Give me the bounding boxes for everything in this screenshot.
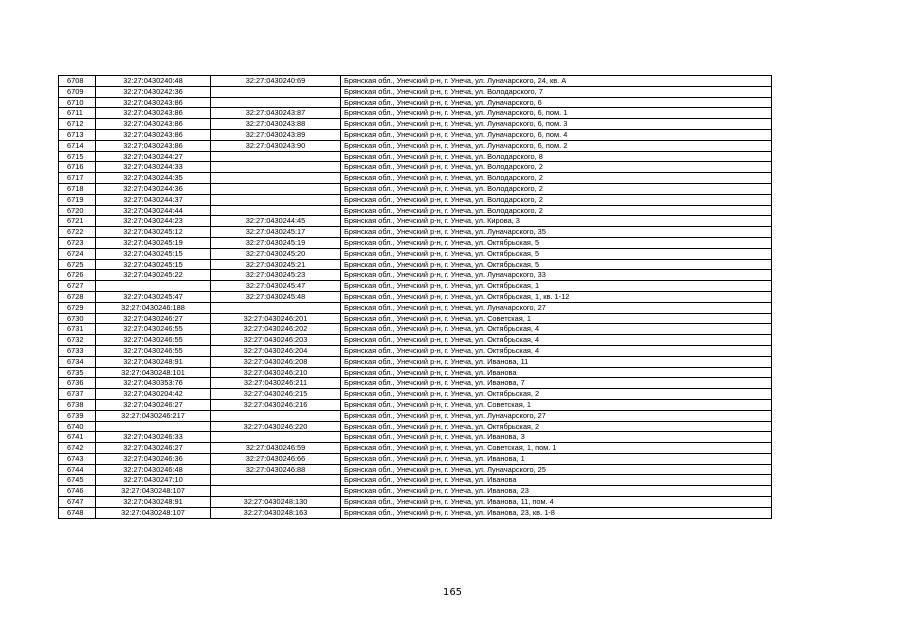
address-cell: Брянская обл., Унечский р-н, г. Унеча, ул. Советская, 1 [341,399,772,410]
related-cadastral-number-cell [211,97,341,108]
related-cadastral-number-cell: 32:27:0430245:47 [211,281,341,292]
cadastral-number-cell: 32:27:0430244:27 [96,151,211,162]
table-row [59,399,772,410]
table-row [59,216,772,227]
table-row [59,453,772,464]
cadastral-number-cell: 32:27:0430242:36 [96,86,211,97]
table-row [59,389,772,400]
cadastral-number-cell: 32:27:0430246:33 [96,432,211,443]
cadastral-number-cell: 32:27:0430244:44 [96,205,211,216]
row-number-cell: 6727 [59,281,96,292]
address-cell: Брянская обл., Унечский р-н, г. Унеча, ул. Володарского, 2 [341,173,772,184]
row-number-cell: 6717 [59,173,96,184]
table-row [59,475,772,486]
related-cadastral-number-cell [211,194,341,205]
address-cell: Брянская обл., Унечский р-н, г. Унеча, ул. Октябрьская, 5 [341,237,772,248]
related-cadastral-number-cell: 32:27:0430246:210 [211,367,341,378]
address-cell: Брянская обл., Унечский р-н, г. Унеча, ул. Луначарского, 6, пом. 4 [341,129,772,140]
row-number-cell: 6745 [59,475,96,486]
cadastral-number-cell: 32:27:0430244:36 [96,183,211,194]
cadastral-table-body [59,76,772,519]
address-cell: Брянская обл., Унечский р-н, г. Унеча, ул. Октябрьская, 4 [341,335,772,346]
cadastral-number-cell: 32:27:0430204:42 [96,389,211,400]
address-cell: Брянская обл., Унечский р-н, г. Унеча, ул. Володарского, 2 [341,205,772,216]
row-number-cell: 6715 [59,151,96,162]
related-cadastral-number-cell [211,475,341,486]
row-number-cell: 6721 [59,216,96,227]
table-row [59,108,772,119]
address-cell: Брянская обл., Унечский р-н, г. Унеча, ул. Луначарского, 6, пом. 1 [341,108,772,119]
address-cell: Брянская обл., Унечский р-н, г. Унеча, ул. Иванова, 1 [341,453,772,464]
cadastral-number-cell: 32:27:0430244:35 [96,173,211,184]
row-number-cell: 6714 [59,140,96,151]
address-cell: Брянская обл., Унечский р-н, г. Унеча, ул. Луначарского, 35 [341,227,772,238]
cadastral-number-cell: 32:27:0430244:37 [96,194,211,205]
table-row [59,248,772,259]
cadastral-number-cell: 32:27:0430244:23 [96,216,211,227]
related-cadastral-number-cell [211,205,341,216]
row-number-cell: 6716 [59,162,96,173]
table-row [59,356,772,367]
related-cadastral-number-cell: 32:27:0430246:208 [211,356,341,367]
cadastral-number-cell: 32:27:0430245:15 [96,259,211,270]
address-cell: Брянская обл., Унечский р-н, г. Унеча, ул. Иванова, 23 [341,486,772,497]
cadastral-number-cell: 32:27:0430245:22 [96,270,211,281]
table-row [59,173,772,184]
row-number-cell: 6737 [59,389,96,400]
address-cell: Брянская обл., Унечский р-н, г. Унеча, ул. Володарского, 2 [341,183,772,194]
cadastral-number-cell: 32:27:0430246:55 [96,324,211,335]
cadastral-number-cell: 32:27:0430246:48 [96,464,211,475]
related-cadastral-number-cell: 32:27:0430240:69 [211,76,341,87]
cadastral-number-cell: 32:27:0430245:19 [96,237,211,248]
related-cadastral-number-cell: 32:27:0430246:201 [211,313,341,324]
table-row [59,335,772,346]
row-number-cell: 6747 [59,497,96,508]
cadastral-number-cell: 32:27:0430243:86 [96,140,211,151]
related-cadastral-number-cell: 32:27:0430245:48 [211,291,341,302]
address-cell: Брянская обл., Унечский р-н, г. Унеча, ул. Советская, 1 [341,313,772,324]
address-cell: Брянская обл., Унечский р-н, г. Унеча, ул. Иванова, 23, кв. 1-8 [341,507,772,518]
address-cell: Брянская обл., Унечский р-н, г. Унеча, ул. Иванова, 7 [341,378,772,389]
address-cell: Брянская обл., Унечский р-н, г. Унеча, ул. Володарского, 2 [341,162,772,173]
table-row [59,486,772,497]
table-row [59,291,772,302]
address-cell: Брянская обл., Унечский р-н, г. Унеча, ул. Иванова, 3 [341,432,772,443]
related-cadastral-number-cell: 32:27:0430245:20 [211,248,341,259]
row-number-cell: 6729 [59,302,96,313]
address-cell: Брянская обл., Унечский р-н, г. Унеча, ул. Луначарского, 6, пом. 3 [341,119,772,130]
address-cell: Брянская обл., Унечский р-н, г. Унеча, ул. Октябрьская, 4 [341,345,772,356]
table-row [59,227,772,238]
address-cell: Брянская обл., Унечский р-н, г. Унеча, ул. Иванова, 11, пом. 4 [341,497,772,508]
related-cadastral-number-cell: 32:27:0430245:17 [211,227,341,238]
related-cadastral-number-cell: 32:27:0430246:202 [211,324,341,335]
related-cadastral-number-cell [211,173,341,184]
cadastral-number-cell [96,421,211,432]
cadastral-number-cell: 32:27:0430246:188 [96,302,211,313]
address-cell: Брянская обл., Унечский р-н, г. Унеча, ул. Луначарского, 27 [341,302,772,313]
related-cadastral-number-cell: 32:27:0430243:90 [211,140,341,151]
address-cell: Брянская обл., Унечский р-н, г. Унеча, ул. Октябрьская, 1, кв. 1-12 [341,291,772,302]
cadastral-number-cell: 32:27:0430248:91 [96,497,211,508]
table-row [59,119,772,130]
related-cadastral-number-cell: 32:27:0430245:19 [211,237,341,248]
table-row [59,162,772,173]
related-cadastral-number-cell: 32:27:0430243:89 [211,129,341,140]
table-row [59,378,772,389]
cadastral-number-cell: 32:27:0430248:107 [96,507,211,518]
cadastral-number-cell: 32:27:0430245:47 [96,291,211,302]
address-cell: Брянская обл., Унечский р-н, г. Унеча, ул. Иванова [341,367,772,378]
row-number-cell: 6723 [59,237,96,248]
related-cadastral-number-cell [211,162,341,173]
row-number-cell: 6719 [59,194,96,205]
table-row [59,410,772,421]
cadastral-number-cell: 32:27:0430246:27 [96,443,211,454]
table-row [59,302,772,313]
address-cell: Брянская обл., Унечский р-н, г. Унеча, ул. Луначарского, 6 [341,97,772,108]
cadastral-number-cell: 32:27:0430244:33 [96,162,211,173]
table-row [59,270,772,281]
related-cadastral-number-cell: 32:27:0430246:88 [211,464,341,475]
table-row [59,183,772,194]
cadastral-number-cell: 32:27:0430246:217 [96,410,211,421]
related-cadastral-number-cell: 32:27:0430246:216 [211,399,341,410]
cadastral-number-cell: 32:27:0430353:76 [96,378,211,389]
cadastral-number-cell: 32:27:0430248:101 [96,367,211,378]
cadastral-number-cell: 32:27:0430245:15 [96,248,211,259]
related-cadastral-number-cell: 32:27:0430245:23 [211,270,341,281]
related-cadastral-number-cell: 32:27:0430246:215 [211,389,341,400]
row-number-cell: 6709 [59,86,96,97]
row-number-cell: 6743 [59,453,96,464]
address-cell: Брянская обл., Унечский р-н, г. Унеча, ул. Луначарского, 6, пом. 2 [341,140,772,151]
row-number-cell: 6731 [59,324,96,335]
row-number-cell: 6722 [59,227,96,238]
address-cell: Брянская обл., Унечский р-н, г. Унеча, ул. Володарского, 8 [341,151,772,162]
address-cell: Брянская обл., Унечский р-н, г. Унеча, ул. Советская, 1, пом. 1 [341,443,772,454]
row-number-cell: 6713 [59,129,96,140]
row-number-cell: 6732 [59,335,96,346]
row-number-cell: 6742 [59,443,96,454]
table-row [59,194,772,205]
address-cell: Брянская обл., Унечский р-н, г. Унеча, ул. Луначарского, 27 [341,410,772,421]
related-cadastral-number-cell: 32:27:0430246:203 [211,335,341,346]
table-row [59,140,772,151]
related-cadastral-number-cell [211,151,341,162]
cadastral-number-cell: 32:27:0430245:12 [96,227,211,238]
address-cell: Брянская обл., Унечский р-н, г. Унеча, ул. Октябрьская, 4 [341,324,772,335]
related-cadastral-number-cell: 32:27:0430245:21 [211,259,341,270]
row-number-cell: 6708 [59,76,96,87]
related-cadastral-number-cell: 32:27:0430248:130 [211,497,341,508]
address-cell: Брянская обл., Унечский р-н, г. Унеча, ул. Володарского, 7 [341,86,772,97]
table-row [59,497,772,508]
cadastral-table [58,75,772,519]
cadastral-number-cell [96,281,211,292]
table-row [59,313,772,324]
related-cadastral-number-cell: 32:27:0430243:88 [211,119,341,130]
cadastral-number-cell: 32:27:0430240:48 [96,76,211,87]
table-row [59,464,772,475]
cadastral-number-cell: 32:27:0430243:86 [96,129,211,140]
row-number-cell: 6718 [59,183,96,194]
address-cell: Брянская обл., Унечский р-н, г. Унеча, ул. Иванова, 11 [341,356,772,367]
related-cadastral-number-cell: 32:27:0430246:59 [211,443,341,454]
table-row [59,237,772,248]
cadastral-number-cell: 32:27:0430246:55 [96,335,211,346]
related-cadastral-number-cell: 32:27:0430248:163 [211,507,341,518]
row-number-cell: 6733 [59,345,96,356]
address-cell: Брянская обл., Унечский р-н, г. Унеча, ул. Луначарского, 33 [341,270,772,281]
cadastral-number-cell: 32:27:0430248:91 [96,356,211,367]
related-cadastral-number-cell: 32:27:0430244:45 [211,216,341,227]
row-number-cell: 6711 [59,108,96,119]
table-row [59,324,772,335]
address-cell: Брянская обл., Унечский р-н, г. Унеча, ул. Октябрьская, 5 [341,248,772,259]
table-row [59,86,772,97]
cadastral-number-cell: 32:27:0430246:27 [96,313,211,324]
table-row [59,367,772,378]
row-number-cell: 6724 [59,248,96,259]
related-cadastral-number-cell [211,410,341,421]
row-number-cell: 6748 [59,507,96,518]
cadastral-number-cell: 32:27:0430243:86 [96,108,211,119]
related-cadastral-number-cell: 32:27:0430246:220 [211,421,341,432]
address-cell: Брянская обл., Унечский р-н, г. Унеча, ул. Октябрьская, 2 [341,421,772,432]
table-row [59,432,772,443]
row-number-cell: 6710 [59,97,96,108]
table-row [59,345,772,356]
table-row [59,421,772,432]
address-cell: Брянская обл., Унечский р-н, г. Унеча, ул. Октябрьская, 2 [341,389,772,400]
cadastral-number-cell: 32:27:0430246:27 [96,399,211,410]
related-cadastral-number-cell: 32:27:0430246:211 [211,378,341,389]
table-row [59,97,772,108]
row-number-cell: 6730 [59,313,96,324]
row-number-cell: 6728 [59,291,96,302]
row-number-cell: 6726 [59,270,96,281]
address-cell: Брянская обл., Унечский р-н, г. Унеча, ул. Луначарского, 24, кв. А [341,76,772,87]
row-number-cell: 6740 [59,421,96,432]
related-cadastral-number-cell: 32:27:0430246:204 [211,345,341,356]
row-number-cell: 6712 [59,119,96,130]
related-cadastral-number-cell [211,486,341,497]
table-row [59,443,772,454]
cadastral-number-cell: 32:27:0430247:10 [96,475,211,486]
row-number-cell: 6735 [59,367,96,378]
table-row [59,507,772,518]
row-number-cell: 6738 [59,399,96,410]
cadastral-number-cell: 32:27:0430243:86 [96,119,211,130]
address-cell: Брянская обл., Унечский р-н, г. Унеча, ул. Октябрьская, 1 [341,281,772,292]
address-cell: Брянская обл., Унечский р-н, г. Унеча, ул. Октябрьская, 5 [341,259,772,270]
row-number-cell: 6736 [59,378,96,389]
row-number-cell: 6725 [59,259,96,270]
table-row [59,76,772,87]
page-number: 165 [442,587,463,598]
address-cell: Брянская обл., Унечский р-н, г. Унеча, ул. Володарского, 2 [341,194,772,205]
related-cadastral-number-cell [211,302,341,313]
related-cadastral-number-cell [211,86,341,97]
address-cell: Брянская обл., Унечский р-н, г. Унеча, ул. Кирова, 3 [341,216,772,227]
related-cadastral-number-cell [211,183,341,194]
row-number-cell: 6741 [59,432,96,443]
table-row [59,259,772,270]
table-row [59,281,772,292]
row-number-cell: 6734 [59,356,96,367]
address-cell: Брянская обл., Унечский р-н, г. Унеча, ул. Иванова [341,475,772,486]
cadastral-number-cell: 32:27:0430246:55 [96,345,211,356]
row-number-cell: 6720 [59,205,96,216]
table-row [59,205,772,216]
row-number-cell: 6744 [59,464,96,475]
related-cadastral-number-cell [211,432,341,443]
row-number-cell: 6739 [59,410,96,421]
address-cell: Брянская обл., Унечский р-н, г. Унеча, ул. Луначарского, 25 [341,464,772,475]
cadastral-number-cell: 32:27:0430248:107 [96,486,211,497]
table-row [59,129,772,140]
table-row [59,151,772,162]
related-cadastral-number-cell: 32:27:0430246:66 [211,453,341,464]
related-cadastral-number-cell: 32:27:0430243:87 [211,108,341,119]
row-number-cell: 6746 [59,486,96,497]
cadastral-number-cell: 32:27:0430243:86 [96,97,211,108]
cadastral-number-cell: 32:27:0430246:36 [96,453,211,464]
